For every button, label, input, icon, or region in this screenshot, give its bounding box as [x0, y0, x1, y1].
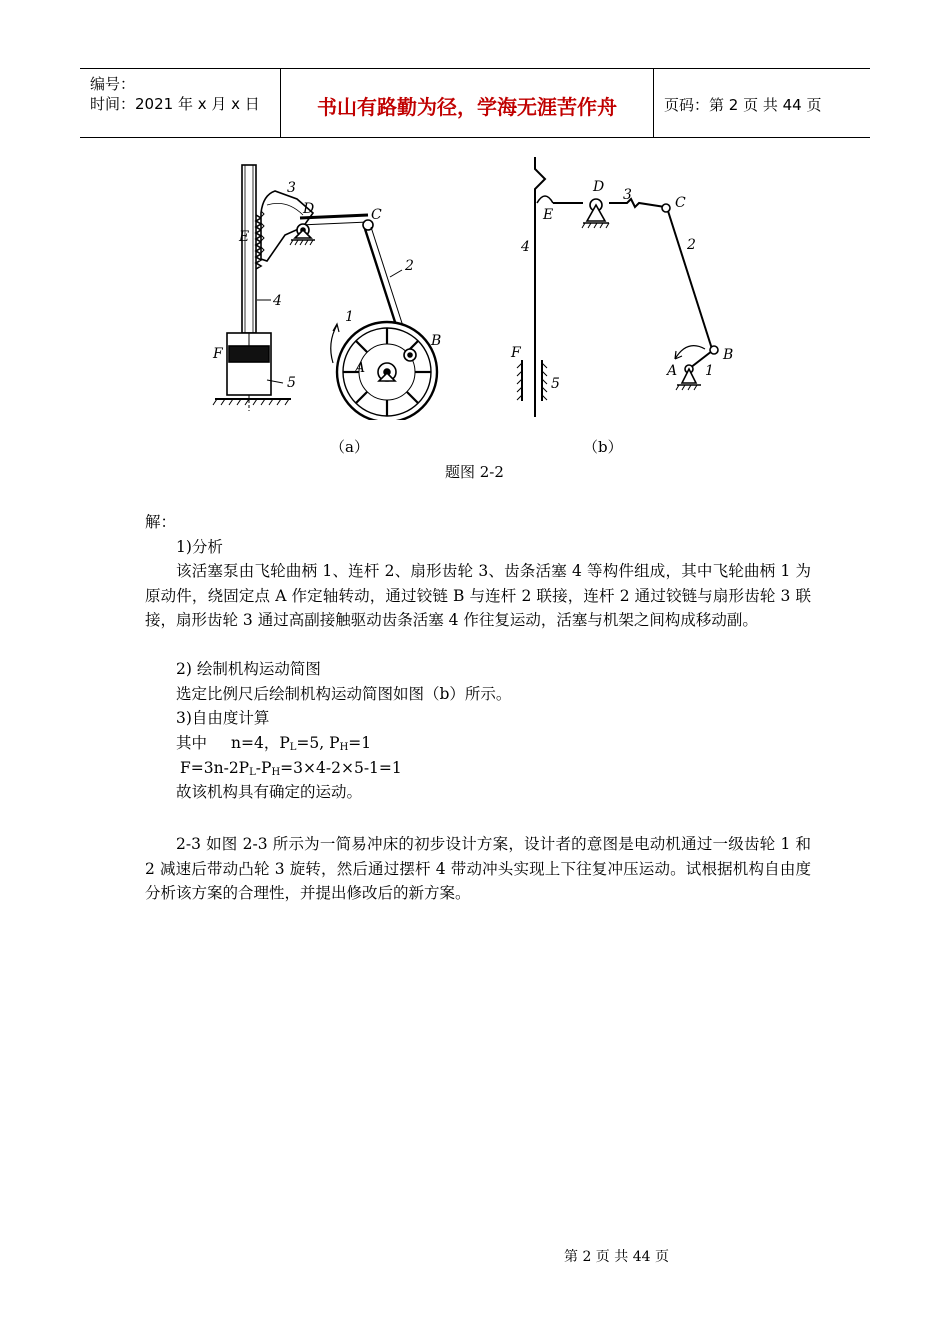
figure-b-label: （b） — [583, 438, 623, 456]
b-label-C: C — [675, 195, 686, 211]
figure-a-label: （a） — [330, 438, 369, 456]
a-label-C: C — [371, 207, 382, 223]
header-motto-cell — [281, 69, 654, 137]
b-label-D: D — [593, 179, 605, 195]
a-label-E: E — [239, 229, 250, 245]
section-3-conclusion: 故该机构具有确定的运动。 — [176, 783, 363, 801]
formula-c: =3×4-2×5-1=1 — [280, 759, 402, 777]
formula-a: F=3n-2P — [180, 759, 250, 777]
b-label-A: A — [667, 363, 678, 379]
a-label-1: 1 — [345, 309, 354, 325]
section-3-params — [176, 731, 371, 756]
question-2-3: 2-3 如图 2-3 所示为一简易冲床的初步设计方案，设计者的意图是电动机通过一级齿轮 1 和 2 减速后带动凸轮 3 旋转，然后通过摆杆 4 带动冲头实现上下往复冲压运动。试根据机构自由度分析该方案的合理性，并提出修改后的新方案。 — [145, 835, 811, 902]
section-2-text: 选定比例尺后绘制机构运动简图如图（b）所示。 — [176, 685, 512, 703]
header-page-label: 页码：第 2 页 共 44 页 — [664, 96, 822, 114]
code-label: 编号： — [90, 75, 136, 93]
formula-b: -P — [255, 759, 272, 777]
a-label-B: B — [431, 333, 442, 349]
formula-sub-H: H — [271, 767, 281, 778]
params-pl: =5, P — [296, 734, 340, 752]
time-label: 时间：2021 年 x 月 x 日 — [90, 95, 260, 113]
a-label-3: 3 — [287, 180, 296, 196]
params-ph: =1 — [348, 734, 372, 752]
b-label-B: B — [723, 347, 734, 363]
params-n: n=4，P — [231, 734, 290, 752]
b-label-1: 1 — [705, 363, 714, 379]
params-qizhong: 其中 — [176, 734, 208, 752]
a-label-A: A — [355, 360, 366, 376]
a-label-D: D — [303, 201, 315, 217]
a-label-F: F — [213, 346, 223, 362]
a-label-2: 2 — [405, 258, 414, 274]
page-header — [80, 68, 870, 138]
b-label-5: 5 — [551, 376, 560, 392]
b-label-F: F — [511, 345, 521, 361]
b-label-E: E — [543, 207, 554, 223]
a-label-4: 4 — [273, 293, 282, 309]
section-3-title: 3)自由度计算 — [176, 709, 270, 727]
motto-text: 书山有路勤为径，学海无涯苦作舟 — [317, 95, 617, 119]
footer-page-number: 第 2 页 共 44 页 — [564, 1249, 669, 1265]
dof-formula — [180, 756, 402, 781]
figure-caption: 题图 2-2 — [445, 463, 504, 481]
a-label-5: 5 — [287, 375, 296, 391]
section-2-title: 2) 绘制机构运动简图 — [176, 660, 321, 678]
solution-label: 解： — [145, 513, 177, 531]
b-label-3: 3 — [623, 187, 632, 203]
params-sub-L: L — [289, 742, 297, 753]
figure-b-drawing — [505, 155, 755, 420]
figure-a-drawing — [205, 155, 455, 420]
header-left-cell — [80, 69, 281, 137]
header-page-cell — [654, 69, 870, 137]
params-sub-H: H — [339, 742, 349, 753]
b-label-4: 4 — [521, 239, 530, 255]
section-1-title: 1)分析 — [176, 538, 223, 556]
formula-sub-L: L — [249, 767, 256, 778]
section-1-text: 该活塞泵由飞轮曲柄 1、连杆 2、扇形齿轮 3、齿条活塞 4 等构件组成，其中飞轮曲柄 1 为原动件，绕固定点 A 作定轴转动，通过铰链 B 与连杆 2 联接，连杆 2 通过铰链与扇形齿轮 3 联接，扇形齿轮 3 通过高副接触驱动齿条活塞 4 作往复运动，活塞与机架之间构成移动副。 — [145, 562, 811, 629]
b-label-2: 2 — [687, 237, 696, 253]
